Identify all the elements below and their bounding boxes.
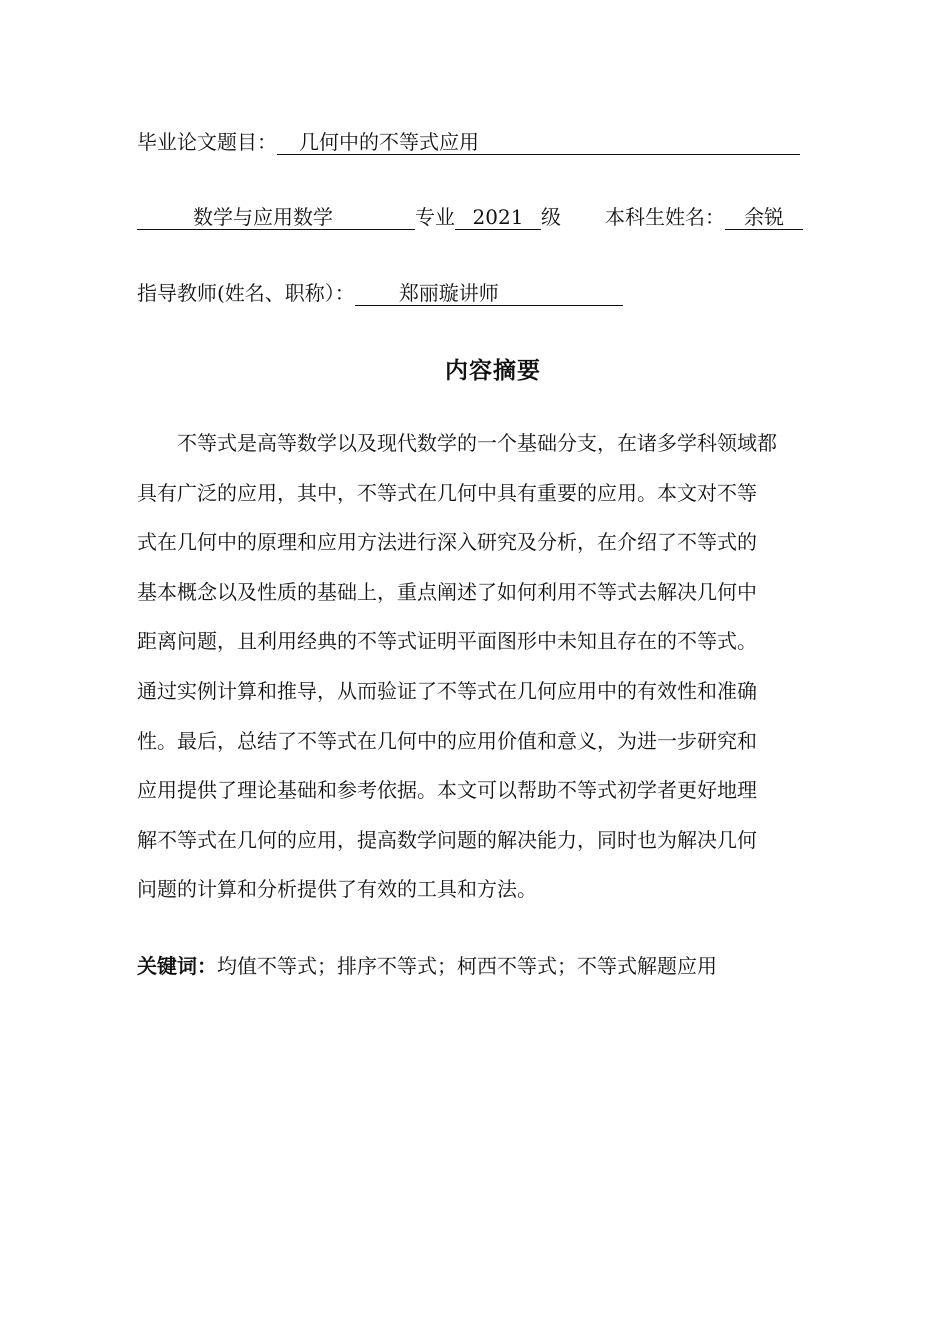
- abstract-line: 性。最后，总结了不等式在几何中的应用价值和意义，为进一步研究和: [137, 728, 757, 753]
- abstract-heading: 内容摘要: [445, 358, 541, 384]
- major-value: 数学与应用数学: [137, 205, 415, 230]
- abstract-line: 通过实例计算和推导，从而验证了不等式在几何应用中的有效性和准确: [137, 678, 757, 703]
- advisor-row: [137, 279, 623, 307]
- major-label: 专业: [415, 205, 455, 229]
- thesis-title-value: 几何中的不等式应用: [277, 130, 800, 155]
- thesis-title-row: [137, 128, 800, 156]
- student-name-value: 余锐: [725, 205, 803, 230]
- abstract-line: 具有广泛的应用，其中，不等式在几何中具有重要的应用。本文对不等: [137, 480, 757, 505]
- abstract-line: 式在几何中的原理和应用方法进行深入研究及分析，在介绍了不等式的: [137, 530, 757, 555]
- keywords-label: 关键词：: [137, 954, 217, 978]
- abstract-line: 基本概念以及性质的基础上，重点阐述了如何利用不等式去解决几何中: [137, 579, 757, 604]
- keywords-row: [137, 952, 717, 980]
- keywords-value: 均值不等式；排序不等式；柯西不等式；不等式解题应用: [217, 954, 717, 978]
- advisor-value: 郑丽璇讲师: [355, 281, 623, 306]
- student-name-label: 本科生姓名：: [605, 205, 725, 229]
- thesis-title-label: 毕业论文题目：: [137, 130, 277, 154]
- abstract-body: [137, 419, 843, 915]
- abstract-line: 应用提供了理论基础和参考依据。本文可以帮助不等式初学者更好地理: [137, 778, 757, 803]
- advisor-label: 指导教师(姓名、职称）：: [137, 281, 355, 305]
- abstract-line: 解不等式在几何的应用，提高数学问题的解决能力，同时也为解决几何: [137, 827, 757, 852]
- year-value: 2021: [455, 205, 541, 230]
- student-info-row: [137, 203, 803, 231]
- year-label: 级: [541, 205, 561, 229]
- abstract-line: 问题的计算和分析提供了有效的工具和方法。: [137, 877, 537, 902]
- abstract-line: 距离问题，且利用经典的不等式证明平面图形中未知且存在的不等式。: [137, 629, 757, 654]
- abstract-line: 不等式是高等数学以及现代数学的一个基础分支，在诸多学科领域都: [137, 431, 777, 455]
